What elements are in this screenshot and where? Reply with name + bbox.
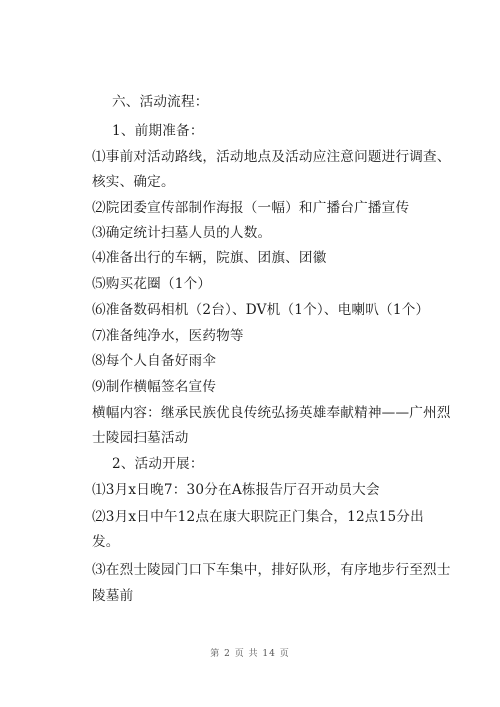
paragraph-line: ⑹准备数码相机（2台）、DV机（1个）、电喇叭（1个） bbox=[92, 302, 430, 318]
paragraph-line: 核实、确定。 bbox=[92, 174, 175, 190]
paragraph-line: ⑴事前对活动路线，活动地点及活动应注意问题进行调查、 bbox=[92, 149, 451, 165]
paragraph-line: ⑴3月x日晚7：30分在A栋报告厅召开动员大会 bbox=[92, 482, 380, 498]
section-heading: 六、活动流程： bbox=[112, 94, 209, 110]
paragraph-line: 陵墓前 bbox=[92, 588, 134, 604]
subsection-heading: 1、前期准备： bbox=[112, 123, 204, 139]
paragraph-line: 横幅内容：继承民族优良传统弘扬英雄奉献精神——广州烈 bbox=[92, 405, 451, 421]
page-footer: 第 2 页 共 14 页 bbox=[210, 649, 290, 659]
paragraph-line: ⑷准备出行的车辆，院旗、团旗、团徽 bbox=[92, 250, 327, 266]
paragraph-line: 发。 bbox=[92, 534, 120, 550]
paragraph-line: ⑶在烈士陵园门口下车集中，排好队形，有序地步行至烈士 bbox=[92, 562, 451, 578]
subsection-heading: 2、活动开展： bbox=[112, 456, 204, 472]
paragraph-line: ⑵3月x日中午12点在康大职院正门集合，12点15分出 bbox=[92, 509, 424, 525]
paragraph-line: ⑼制作横幅签名宣传 bbox=[92, 379, 217, 395]
paragraph-line: 士陵园扫墓活动 bbox=[92, 430, 189, 446]
paragraph-line: ⑸购买花圈（1个） bbox=[92, 276, 212, 292]
paragraph-line: ⑵院团委宣传部制作海报（一幅）和广播台广播宣传 bbox=[92, 200, 410, 216]
paragraph-line: ⑶确定统计扫墓人员的人数。 bbox=[92, 225, 272, 241]
paragraph-line: ⑺准备纯净水，医药物等 bbox=[92, 328, 244, 344]
paragraph-line: ⑻每个人自备好雨伞 bbox=[92, 353, 217, 369]
